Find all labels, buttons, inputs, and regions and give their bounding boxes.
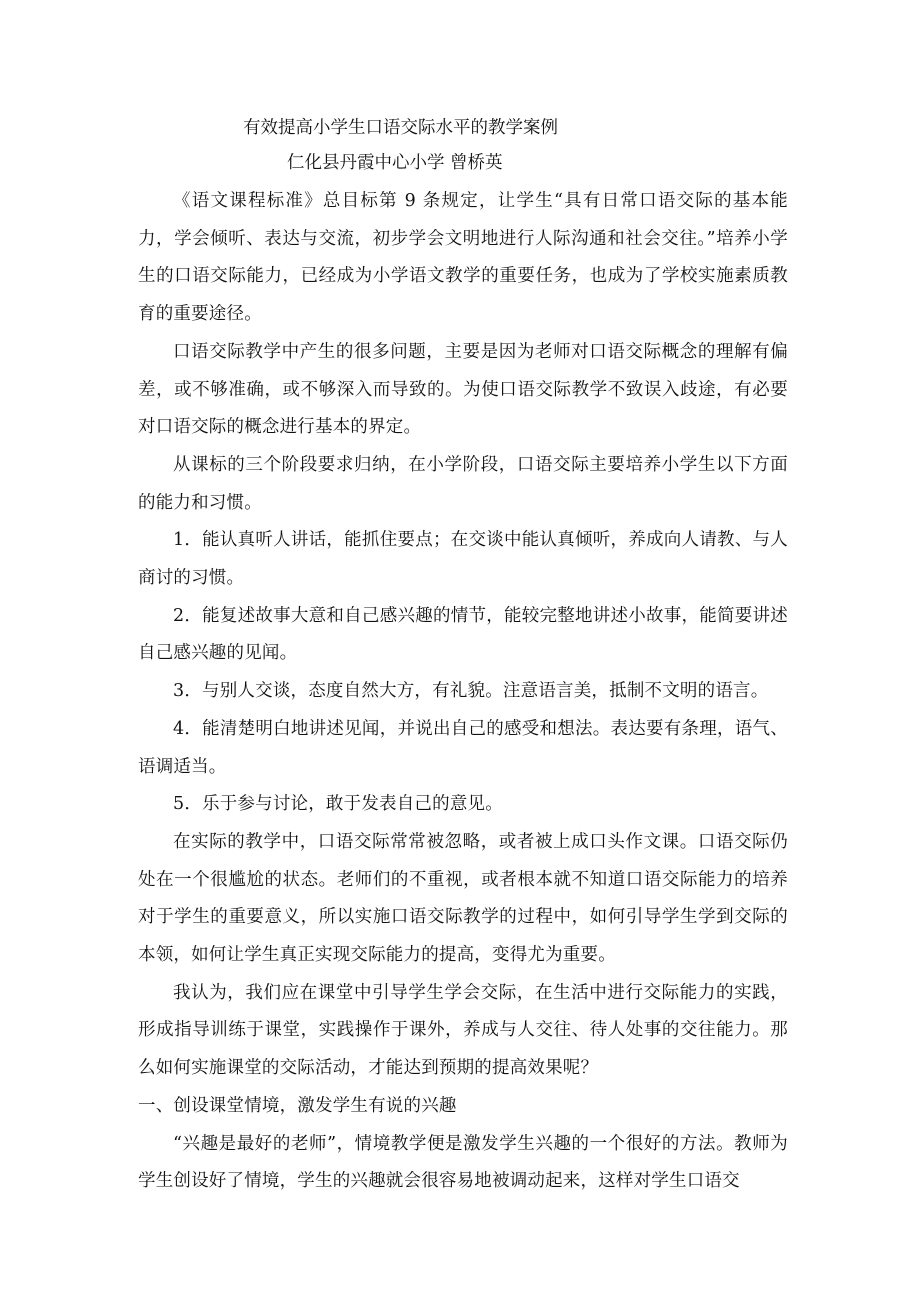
author-byline: 仁化县丹霞中心小学 曾桥英	[287, 153, 503, 173]
list-item: 1．能认真听人讲话，能抓住要点；在交谈中能认真倾听，养成向人请教、与人商讨的习惯。	[138, 530, 788, 589]
paragraph: 从课标的三个阶段要求归纳，在小学阶段，口语交际主要培养小学生以下方面的能力和习惯。	[138, 454, 788, 513]
section-heading: 一、创设课堂情境，激发学生有说的兴趣	[138, 1095, 457, 1116]
paragraph: 在实际的教学中，口语交际常常被忽略，或者被上成口头作文课。口语交际仍处在一个很尴尬的状态。老师们的不重视，或者根本就不知道口语交际能力的培养对于学生的重要意义，所以实施口语交际教学的过程中，如何引导学生学到交际的本领，如何让学生真正实现交际能力的提高，变得尤为重要。	[138, 831, 788, 966]
list-item: 3．与别人交谈，态度自然大方，有礼貌。注意语言美，抵制不文明的语言。	[173, 681, 769, 702]
document-body	[138, 148, 788, 1201]
paragraph: 《语文课程标准》总目标第 9 条规定，让学生“具有日常口语交际的基本能力，学会倾听、表达与交流，初步学会文明地进行人际沟通和社会交往。”培养小学生的口语交际能力，已经成为小学语文教学的重要任务，也成为了学校实施素质教育的重要途径。	[138, 191, 788, 325]
list-item: 5．乐于参与讨论，敢于发表自己的意见。	[173, 794, 503, 815]
byline-spacer	[138, 148, 788, 183]
paragraph: “兴趣是最好的老师”，情境教学便是激发学生兴趣的一个很好的方法。教师为学生创设好了情境，学生的兴趣就会很容易地被调动起来，这样对学生口语交	[138, 1133, 788, 1192]
list-item: 2．能复述故事大意和自己感兴趣的情节，能较完整地讲述小故事，能简要讲述自己感兴趣的见闻。	[138, 605, 788, 664]
list-item: 4．能清楚明白地讲述见闻，并说出自己的感受和想法。表达要有条理，语气、语调适当。	[138, 718, 788, 777]
paragraph: 口语交际教学中产生的很多问题，主要是因为老师对口语交际概念的理解有偏差，或不够准确，或不够深入而导致的。为使口语交际教学不致误入歧途，有必要对口语交际的概念进行基本的界定。	[138, 341, 788, 438]
paragraph: 我认为，我们应在课堂中引导学生学会交际，在生活中进行交际能力的实践，形成指导训练于课堂，实践操作于课外，养成与人交往、待人处事的交往能力。那么如何实施课堂的交际活动，才能达到预期的提高效果呢？	[138, 982, 788, 1079]
document-title: 有效提高小学生口语交际水平的教学案例	[243, 118, 558, 138]
